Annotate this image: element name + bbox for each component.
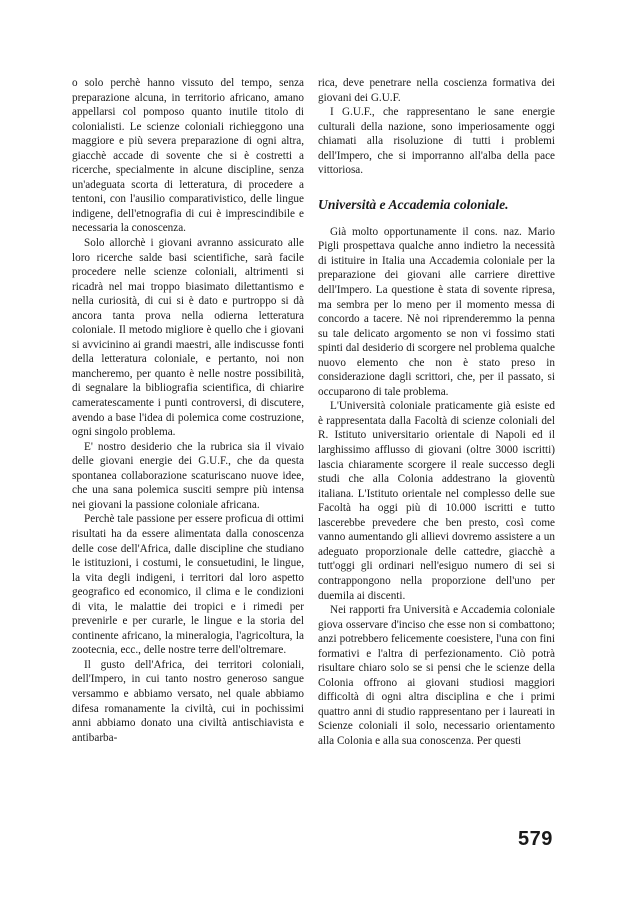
paragraph: Già molto opportunamente il cons. naz. Mario Pigli prospettava qualche anno indietro la necessità di istituire in Italia una Accademia coloniale per la preparazione dei giovani alle carriere direttive dell'Impero. La questione è stata di sovente ripresa, ma sembra per lo meno per il momento messa di concordo a tacere. Nè noi riprenderemmo la penna su tale delicato argomento se non vi fossimo stati spinti dal desiderio di scorgere nel problema qualche nuovo elemento che non è stato preso in considerazione dagli scrittori, che, per il passato, si occuparono di tale problema.	[318, 225, 555, 398]
section-heading: Università e Accademia coloniale.	[318, 196, 509, 212]
paragraph: o solo perchè hanno vissuto del tempo, senza preparazione alcuna, in territorio africano, amano appellarsi col pomposo quanto inutile titolo di colonialisti. Le scienze coloniali richieggono una maggiore e più severa preparazione di ogni altra, giacchè accade di sovente che si è costretti a ricerche, specialmente in alcune discipline, senza un'adeguata scorta di letteratura, di procedere a tentoni, con l'ausilio comparativistico, delle lingue indigene, dell'etnografia di cui è imprescindibile e necessaria la conoscenza.	[72, 77, 304, 235]
paragraph: I G.U.F., che rappresentano le sane energie culturali della nazione, sono imperiosamente oggi chiamati alla risoluzione di tutti i problemi dell'Impero, che si imporranno all'alba della pace vittoriosa.	[318, 106, 555, 177]
paragraph: Nei rapporti fra Università e Accademia coloniale giova osservare d'inciso che esse non si combattono; anzi potrebbero felicemente coesistere, l'una con fini formativi e l'altra di perfezionamento. Ciò potrà risultare chiaro solo se si pensi che le scienze della Colonia offrono ai giovani studiosi maggiori difficoltà di ogni altra disciplina e che i primi quattro anni di studio rappresentano per i laureati in Scienze coloniali il solo, necessario orientamento alla Colonia e alla sua conoscenza. Per questi	[318, 604, 555, 747]
page-number: 579	[518, 828, 553, 850]
paragraph: Perchè tale passione per essere proficua di ottimi risultati ha da essere alimentata dalla conoscenza delle cose dell'Africa, dalle discipline che studiano le istituzioni, i costumi, le consuetudini, le lingue, la vita degli indigeni, i territori dal loro aspetto geografico ed economico, il clima e le condizioni di vita, le malattie dei tropici e i rimedi per prevenirle e per curarle, le lingue e la storia del continente africano, la mineralogia, l'agricoltura, la zootecnia, ecc., delle nostre terre dell'oltremare.	[72, 513, 304, 657]
paragraph: E' nostro desiderio che la rubrica sia il vivaio delle giovani energie dei G.U.F., che da questa spontanea collaborazione scaturiscano nuove idee, che una sana polemica susciti sempre più intensa nei giovani la passione coloniale africana.	[72, 440, 304, 511]
paragraph: L'Università coloniale praticamente già esiste ed è rappresentata dalla Facoltà di scienze coloniali del R. Istituto universitario orientale di Napoli ed il larghissimo afflusso di giovani (oltre 3000 iscritti) lascia chiaramente scorgere il reale successo degli studi che alla Colonia addestrano la gioventù italiana. L'Istituto orientale nel complesso delle sue Facoltà ha oggi più di 10.000 iscritti e tutto lascerebbe prevedere che ben presto, così come vanno aumentando gli allievi dovremo assistere a un adeguato proporzionale delle cattedre, giacchè a tutt'oggi gli ordinari nell'esiguo numero di sei si contrappongono nella proporzione dell'uno per duemila ai discenti.	[318, 400, 555, 602]
paragraph: Solo allorchè i giovani avranno assicurato alle loro ricerche salde basi scientifiche, sarà facile procedere nelle scienze coloniali, altrimenti si ricadrà nel mai troppo biasimato dilettantismo e nella curiosità, di cui si è dato e purtroppo si dà ancora tanta prova nella odierna letteratura coloniale. Il metodo migliore è quello che i giovani si avvicinino ai grandi maestri, alle indiscusse fonti della letteratura coloniale, e pertanto, noi non mancheremo, per quanto è nelle nostre possibilità, di segnalare la bibliografia scientifica, di chiarire cameratescamente i punti controversi, di discutere, avendo a base l'idea di polemica come costruzione, ogni singolo problema.	[72, 237, 304, 439]
paragraph: rica, deve penetrare nella coscienza formativa dei giovani dei G.U.F.	[318, 77, 555, 104]
left-column	[72, 76, 304, 745]
right-column	[318, 76, 555, 749]
paragraph: Il gusto dell'Africa, dei territori coloniali, dell'Impero, in cui tanto nostro generoso sangue versammo e abbiamo versato, nel quale abbiamo difesa romanamente la civiltà, cui in pochissimi anni abbiamo donato una civiltà antischiavista e antibarba-	[72, 658, 304, 744]
